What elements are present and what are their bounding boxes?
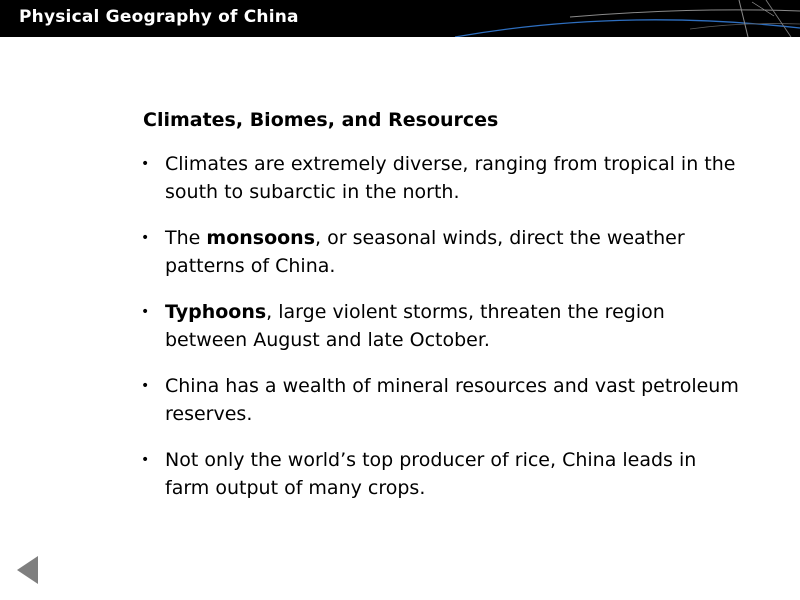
bullet-item-crops — [141, 446, 741, 502]
bullet-text: , large violent storms, threaten the region between August and late October. — [165, 301, 665, 351]
bullet-text: Climates are extremely diverse, ranging from tropical in the south to subarctic in the north. — [165, 153, 736, 203]
bullet-text: , or seasonal winds, direct the weather patterns of China. — [165, 227, 685, 277]
bullet-dot-icon: • — [141, 304, 150, 320]
bullet-dot-icon: • — [141, 156, 150, 172]
bullet-item-monsoons — [141, 224, 741, 280]
bullet-item-climates — [141, 150, 741, 206]
back-button[interactable] — [17, 556, 39, 584]
slide-heading: Climates, Biomes, and Resources — [143, 109, 499, 131]
bullet-text: China has a wealth of mineral resources and vast petroleum reserves. — [165, 375, 739, 425]
bullet-text: Not only the world’s top producer of rice, China leads in farm output of many crops. — [165, 449, 697, 499]
bullet-item-resources — [141, 372, 741, 428]
bullet-term-monsoons: monsoons — [206, 227, 316, 249]
slide-section-title: Physical Geography of China — [19, 7, 299, 27]
bullet-list — [141, 150, 741, 520]
bullet-dot-icon: • — [141, 452, 150, 468]
header-bar — [0, 0, 800, 37]
bullet-dot-icon: • — [141, 230, 150, 246]
bullet-text-before: The — [165, 227, 207, 249]
bullet-term-typhoons: Typhoons — [165, 301, 267, 323]
triangle-left-icon — [17, 556, 39, 584]
bullet-dot-icon: • — [141, 378, 150, 394]
bullet-item-typhoons — [141, 298, 741, 354]
